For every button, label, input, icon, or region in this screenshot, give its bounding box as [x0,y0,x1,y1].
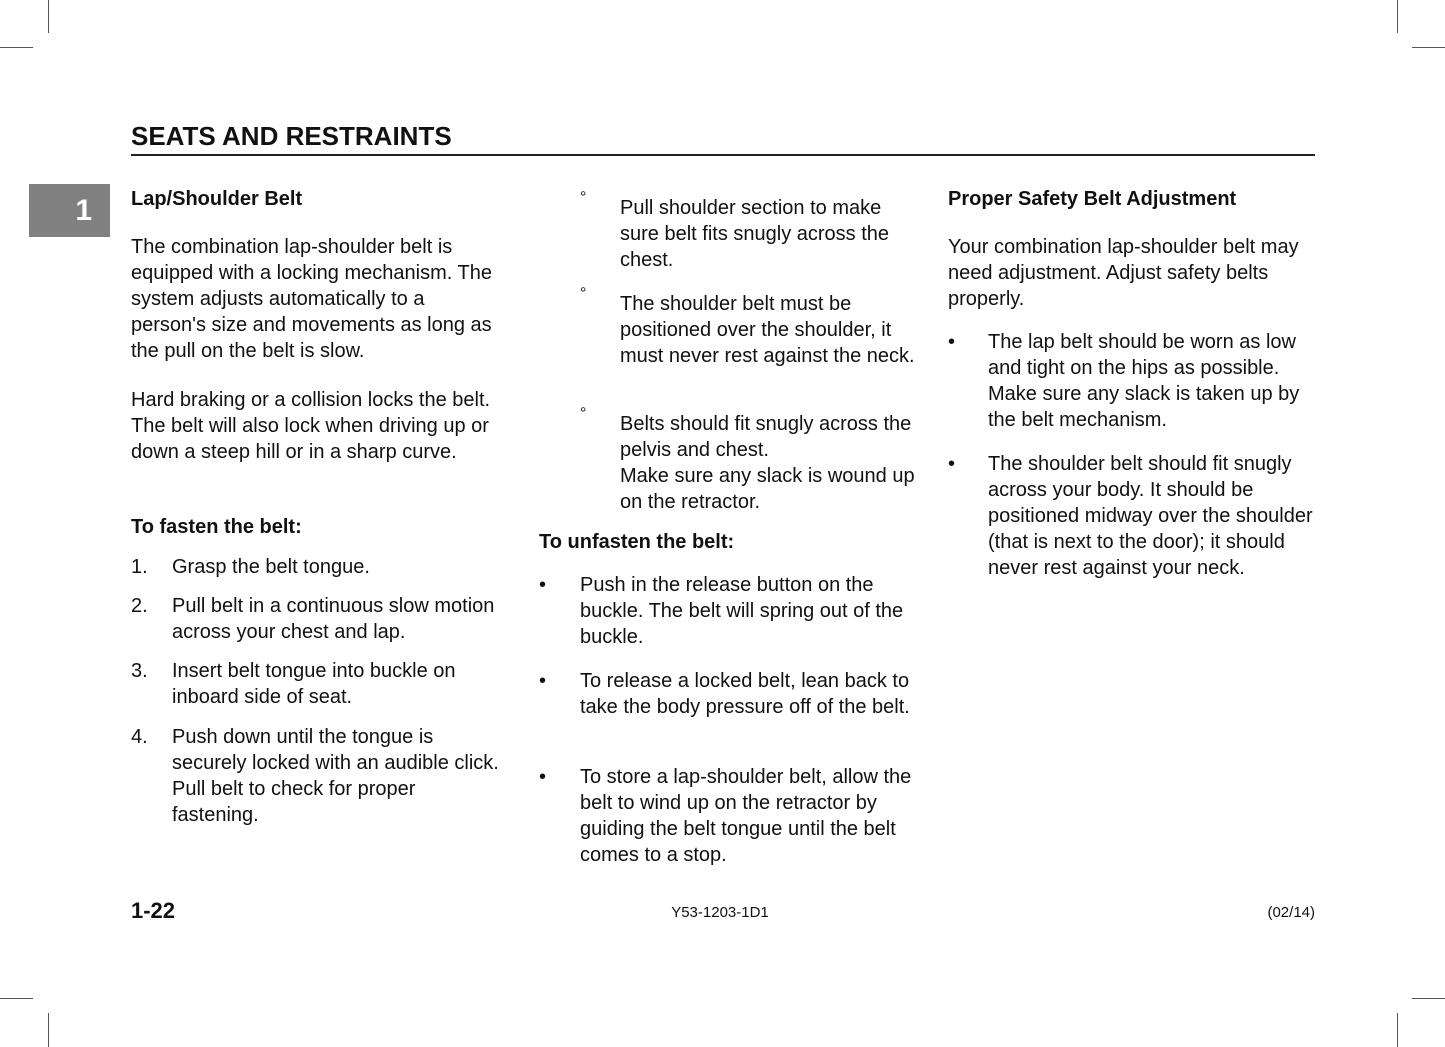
chapter-tab: 1 [29,184,110,237]
degree-marker: ° [580,285,587,302]
bullet: • [539,766,547,788]
item-text: To release a locked belt, lean back to take the body pressure off of the belt. [580,670,910,718]
item-text: To store a lap-shoulder belt, allow the belt to wind up on the retractor by guiding the belt tongue until the belt comes to a stop. [580,766,912,866]
degree-marker: ° [580,189,587,206]
step-text: Grasp the belt tongue. [172,556,370,578]
unfasten-heading: To unfasten the belt: [539,531,735,553]
step-text: Pull belt in a continuous slow motion across your chest and lap. [172,595,495,643]
document-code: Y53-1203-1D1 [671,904,769,921]
crop-mark [1397,1013,1398,1047]
crop-mark [1412,47,1445,48]
step-text: Insert belt tongue into buckle on inboard side of seat. [172,660,456,708]
item-text: The lap belt should be worn as low and tight on the hips as possible. Make sure any slack is taken up by the belt mechanism. [988,331,1300,431]
fasten-heading: To fasten the belt: [131,516,302,538]
list-item [539,668,914,720]
bullet: • [948,453,956,475]
step-number: 1. [131,556,148,578]
item-text: Push in the release button on the buckle. The belt will spring out of the buckle. [580,574,904,648]
revision-date: (02/14) [1267,904,1315,921]
header-rule [131,154,1315,156]
paragraph: The combination lap-shoulder belt is equipped with a locking mechanism. The system adjusts automatically to a person's size and movements as long as the pull on the belt is slow. [131,236,492,362]
crop-mark [0,998,33,999]
item-text: Belts should fit snugly across the pelvis and chest. [620,413,912,461]
bullet: • [539,574,547,596]
bullet: • [539,670,547,692]
list-item [580,285,915,369]
list-item [539,572,914,650]
crop-mark [1412,998,1445,999]
section-title: SEATS AND RESTRAINTS [131,121,452,151]
step-number: 4. [131,726,148,748]
paragraph: Your combination lap-shoulder belt may need adjustment. Adjust safety belts properly. [948,236,1299,310]
list-item [539,764,914,868]
list-item [948,451,1320,581]
page-number: 1-22 [131,898,176,923]
crop-mark [1397,0,1398,33]
list-item [131,593,501,645]
list-item [948,329,1320,433]
step-number: 2. [131,595,148,617]
bullet: • [948,331,956,353]
adjustment-heading: Proper Safety Belt Adjustment [948,188,1237,210]
crop-mark [48,1013,49,1047]
item-text: The shoulder belt should fit snugly across your body. It should be positioned midway over the shoulder (that is next to the door); it should never rest against your neck. [988,453,1313,579]
item-text: Make sure any slack is wound up on the retractor. [620,465,915,513]
crop-mark [48,0,49,33]
paragraph: Hard braking or a collision locks the belt. The belt will also lock when driving up or down a steep hill or in a sharp curve. [131,389,491,463]
list-item [131,658,501,710]
list-item [131,554,501,580]
list-item [580,405,915,515]
step-text: Push down until the tongue is securely locked with an audible click. Pull belt to check for proper fastening. [172,726,499,826]
list-item [131,724,501,828]
list-item [580,189,915,273]
step-number: 3. [131,660,148,682]
item-text: Pull shoulder section to make sure belt fits snugly across the chest. [620,197,890,271]
lap-shoulder-belt-heading: Lap/Shoulder Belt [131,188,303,210]
item-text: The shoulder belt must be positioned over the shoulder, it must never rest against the neck. [620,293,915,367]
degree-marker: ° [580,405,587,422]
crop-mark [0,47,33,48]
